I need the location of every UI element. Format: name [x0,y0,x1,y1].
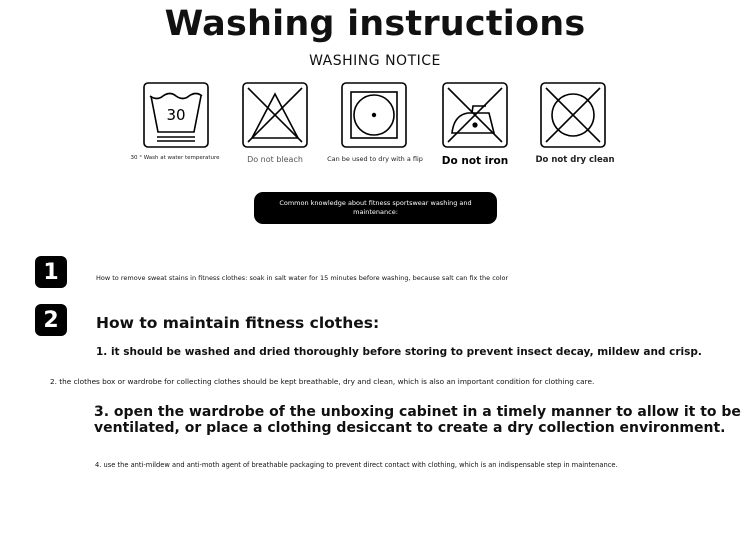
sweat-stain-tip: How to remove sweat stains in fitness clothes: soak in salt water for 15 minutes before washing, because salt can fix the color [96,274,509,282]
do-not-dry-clean-icon [540,82,606,148]
tumble-dry-icon [341,82,407,148]
do-not-bleach-icon [242,82,308,148]
section-1-number-badge: 1 [35,256,67,288]
wash-temp-label: 30 [166,106,186,124]
wash-30-icon [143,82,209,148]
page-subtitle: WASHING NOTICE [309,53,441,69]
maintain-item-3-line-1: 3. open the wardrobe of the unboxing cabinet in a timely manner to allow it to be [94,404,741,420]
common-knowledge-banner: Common knowledge about fitness sportswear washing and maintenance: [254,192,497,224]
section-2-number-badge: 2 [35,304,67,336]
do-not-bleach-caption: Do not bleach [247,155,303,164]
maintain-item-1: 1. it should be washed and dried thoroughly before storing to prevent insect decay, mildew and crisp. [96,346,702,358]
tumble-dry-caption: Can be used to dry with a flip [327,155,423,163]
maintain-item-3-line-2: ventilated, or place a clothing desiccant to create a dry collection environment. [94,420,726,436]
do-not-iron-caption: Do not iron [441,155,509,167]
maintain-item-2: 2. the clothes box or wardrobe for collecting clothes should be kept breathable, dry and clean, which is also an important condition for clothing care. [50,377,595,386]
do-not-iron-icon [442,82,508,148]
wash-30-caption: 30 ° Wash at water temperature [130,155,220,161]
page-title: Washing instructions [164,4,586,44]
maintain-heading: How to maintain fitness clothes: [96,314,380,332]
maintain-item-4: 4. use the anti-mildew and anti-moth agent of breathable packaging to prevent direct contact with clothing, which is an indispensable step in maintenance. [95,461,618,469]
do-not-dry-clean-caption: Do not dry clean [535,155,615,165]
